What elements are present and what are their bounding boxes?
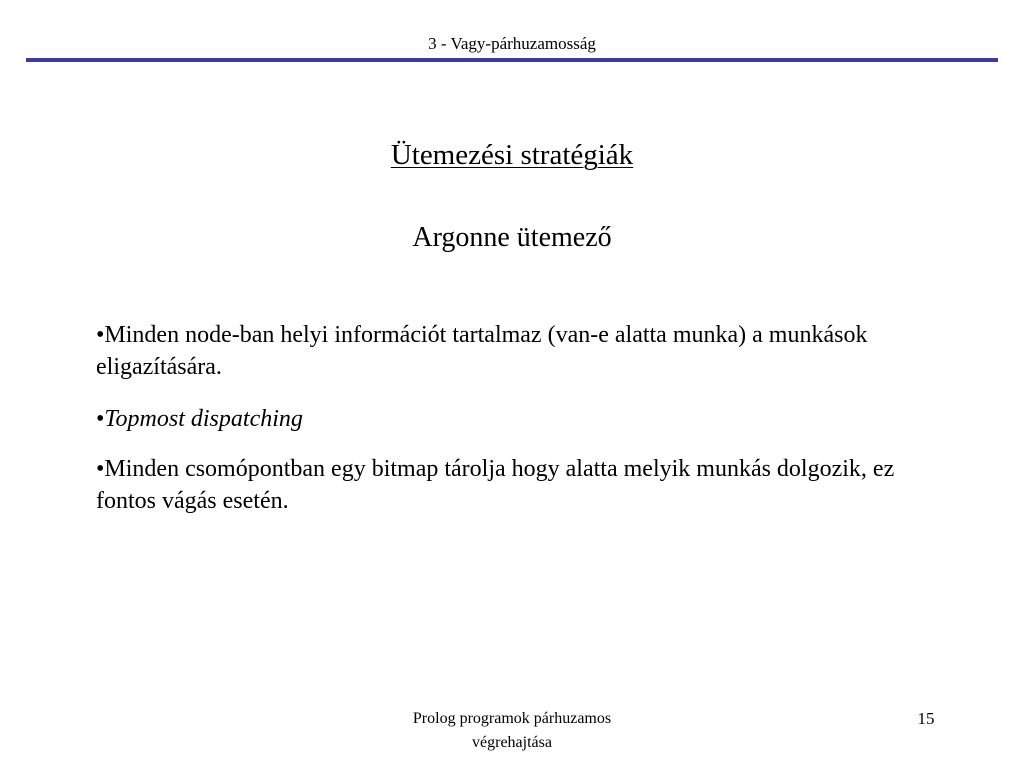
bullet-item	[96, 453, 936, 517]
slide-title: Ütemezési stratégiák	[390, 139, 634, 171]
footer-title	[362, 707, 662, 755]
bullet-marker: •	[96, 406, 105, 432]
bullet-text: Minden node-ban helyi információt tartalmaz (van-e alatta munka) a munkások eligazítására.	[96, 322, 868, 380]
footer-title-line-2: végrehajtása	[472, 734, 552, 751]
bullet-item	[96, 403, 936, 435]
bullet-list	[96, 319, 936, 537]
bullet-marker: •	[96, 456, 105, 482]
bullet-text: Topmost dispatching	[104, 406, 303, 432]
bullet-text: Minden csomópontban egy bitmap tárolja hogy alatta melyik munkás dolgozik, ez fontos vágás esetén.	[96, 456, 895, 514]
page-number: 15	[917, 709, 935, 728]
footer-title-line-1: Prolog programok párhuzamos	[412, 710, 612, 727]
slide-subtitle: Argonne ütemező	[412, 222, 612, 253]
bullet-marker: •	[96, 322, 105, 348]
header-divider	[26, 58, 998, 62]
bullet-item	[96, 319, 936, 383]
slide-header: 3 - Vagy-párhuzamosság	[428, 34, 596, 53]
